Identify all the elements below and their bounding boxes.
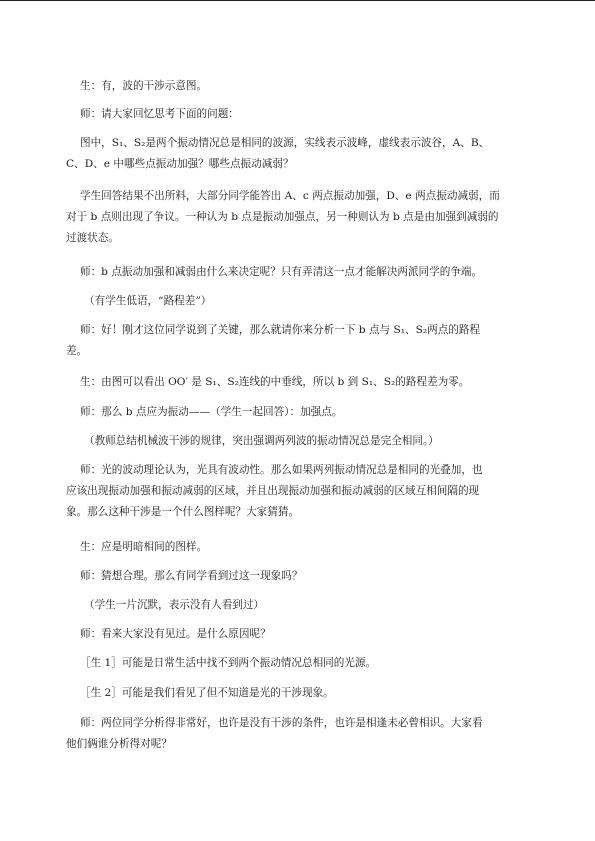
paragraph-18: 师：两位同学分析得非常好，也许是没有干涉的条件，也许是相逢未必曾相识。大家看 他们俩谁分析得对呢？: [66, 717, 483, 750]
paragraph-5: 师：b 点振动加强和减弱由什么来决定呢？只有弄清这一点才能解决两派同学的争端。: [80, 266, 483, 278]
paragraph-1: 生：有，波的干涉示意图。: [80, 80, 208, 92]
paragraph-9: 师：那么 b 点应为振动——（学生一起回答）：加强点。: [80, 406, 343, 418]
paragraph-7: 师：好！刚才这位同学说到了关键，那么就请你来分析一下 b 点与 S₁、S₂两点的路程 差。: [66, 324, 481, 357]
page-top-rule: [0, 0, 595, 1]
paragraph-17: ［生 2］可能是我们看见了但不知道是光的干涉现象。: [80, 687, 334, 699]
paragraph-10: （教师总结机械波干涉的规律，突出强调两列波的振动情况总是完全相同。）: [84, 435, 439, 447]
paragraph-13: 师：猜想合理。那么有同学看到过这一现象吗？: [80, 570, 303, 582]
paragraph-2: 师：请大家回忆思考下面的问题：: [80, 108, 239, 120]
paragraph-6: （有学生低语，“路程差”）: [84, 295, 212, 307]
paragraph-3: 图中，S₁、S₂是两个振动情况总是相同的波源，实线表示波峰，虚线表示波谷，A、B、 C、D、e 中哪些点振动加强？哪些点振动减弱？: [66, 137, 490, 170]
paragraph-11: 师：光的波动理论认为，光具有波动性。那么如果两列振动情况总是相同的光叠加，也 应该出现振动加强和振动减弱的区域，并且出现振动加强和振动减弱的区域互相间隔的现 象。那么这种干涉是一个什么图样呢？大家猜猜。: [66, 464, 483, 518]
paragraph-14: （学生一片沉默，表示没有人看到过）: [84, 599, 265, 611]
paragraph-4: 学生回答结果不出所料，大部分同学能答出 A、c 两点振动加强，D、e 两点振动减弱，而 对于 b 点则出现了争议。一种认为 b 点是振动加强点，另一种则认为 b 点是由加强到减弱的 过渡状态。: [66, 190, 500, 244]
paragraph-12: 生：应是明暗相间的图样。: [80, 541, 208, 553]
paragraph-8: 生：由图可以看出 OO′ 是 S₁、S₂连线的中垂线，所以 b 到 S₁、S₂的路程差为零。: [80, 376, 470, 388]
paragraph-16: ［生 1］可能是日常生活中找不到两个振动情况总相同的光源。: [80, 657, 377, 669]
paragraph-15: 师：看来大家没有见过。是什么原因呢？: [80, 628, 271, 640]
